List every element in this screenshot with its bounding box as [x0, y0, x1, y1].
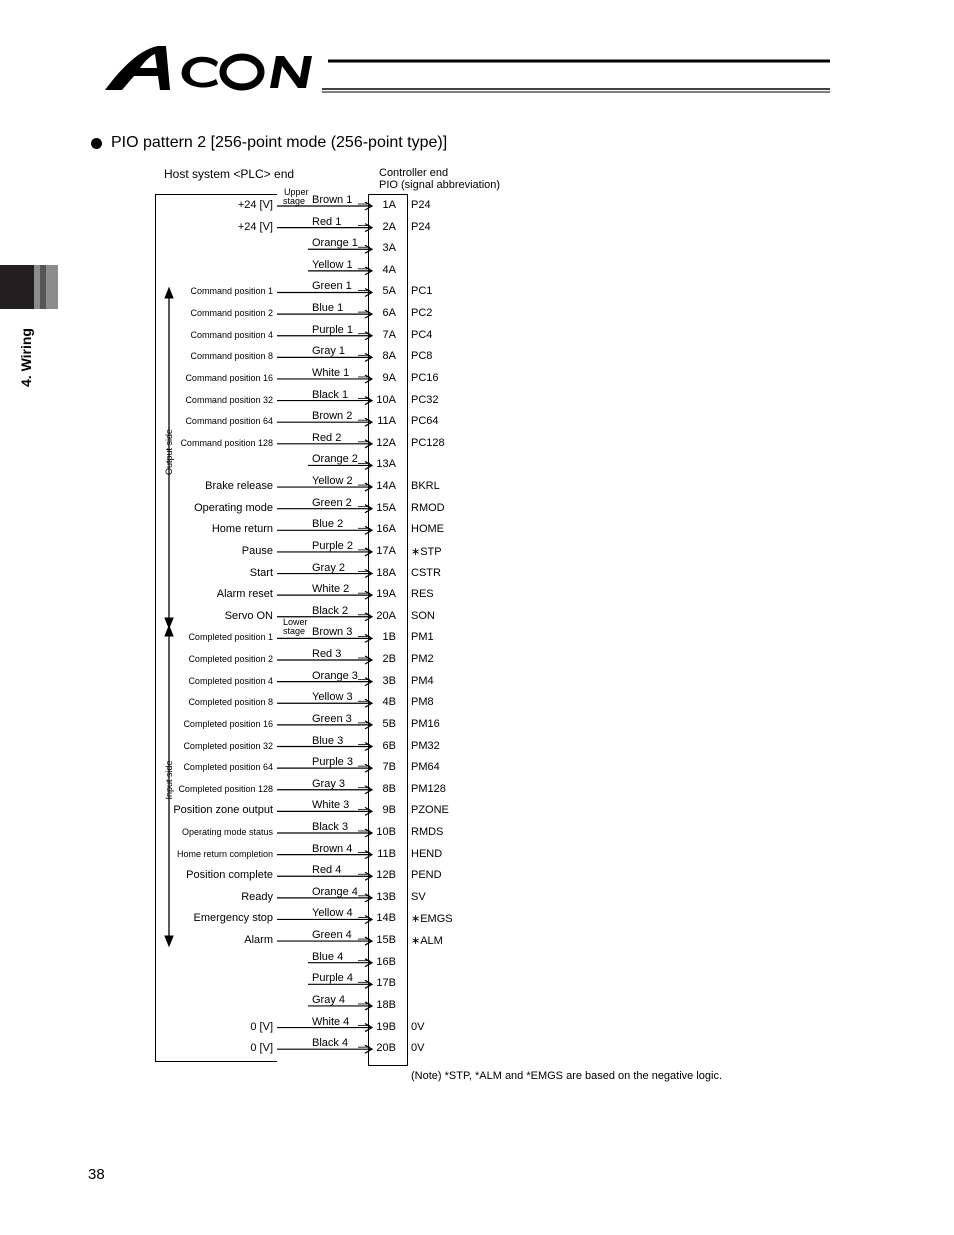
host-signal-label: Operating mode [194, 501, 273, 514]
wire-color-label: Black 2 [312, 604, 349, 617]
host-system-label: Host system <PLC> end [164, 167, 295, 181]
wire-color-label: Orange 1 [312, 237, 358, 250]
wire-color-label: Blue 3 [312, 734, 344, 747]
wire-color-label: Green 1 [312, 280, 352, 293]
wire-color-label: Black 1 [312, 388, 349, 401]
pio-signal-abbreviation: PM16 [411, 717, 440, 730]
pio-signal-abbreviation: CSTR [411, 566, 441, 579]
pio-signal-abbreviation: PC2 [411, 307, 433, 320]
pio-signal-abbreviation: PC32 [411, 393, 439, 406]
connector-pin-number: 15A [376, 501, 396, 514]
connector-pin-number: 8A [382, 350, 396, 363]
connector-pin-number: 20A [376, 609, 396, 622]
connector-pin-number: 11B [377, 847, 396, 860]
pio-signal-abbreviation: 0V [411, 1020, 425, 1033]
wire-color-label: Black 3 [312, 820, 349, 833]
pio-signal-abbreviation: RMOD [411, 501, 445, 514]
connector-pin-number: 8B [382, 782, 396, 795]
pio-signal-abbreviation: PC1 [411, 285, 433, 298]
wire-color-label: White 2 [312, 583, 350, 596]
connector-pin-number: 18B [376, 998, 396, 1011]
pio-signal-abbreviation: RMDS [411, 825, 444, 838]
host-signal-label: Position complete [186, 869, 273, 882]
connector-pin-number: 20B [376, 1042, 396, 1055]
wire-color-label: Green 3 [312, 712, 352, 725]
connector-pin-number: 19B [376, 1020, 396, 1033]
pio-signal-abbreviation: ∗ALM [411, 935, 443, 948]
host-signal-label: Command position 4 [190, 329, 273, 340]
connector-pin-number: 11A [377, 415, 396, 428]
pio-signal-abbreviation: PM64 [411, 761, 440, 774]
host-signal-label: Command position 2 [190, 308, 273, 319]
wire-color-label: Gray 1 [312, 345, 346, 358]
wire-color-label: Brown 3 [312, 626, 353, 639]
host-signal-label: Ready [241, 890, 273, 903]
host-signal-label: 0 [V] [250, 1020, 273, 1033]
connector-pin-number: 19A [376, 588, 396, 601]
wire-color-label: Purple 2 [312, 539, 353, 552]
connector-pin-number: 3A [382, 242, 396, 255]
pio-signal-abbreviation: RES [411, 588, 434, 601]
connector-pin-number: 2B [382, 653, 396, 666]
connector-pin-number: 12B [376, 869, 396, 882]
wire-color-label: Brown 4 [312, 842, 353, 855]
pio-signal-abbreviation: ∗STP [411, 545, 442, 558]
wire-color-label: Orange 3 [312, 669, 358, 682]
pio-signal-abbreviation: PC16 [411, 371, 439, 384]
host-signal-label: Completed position 8 [188, 697, 273, 708]
connector-pin-number: 14B [376, 912, 396, 925]
pio-signal-abbreviation: PM32 [411, 739, 440, 752]
wire-color-label: Red 3 [312, 648, 342, 661]
wire-color-label: White 1 [312, 366, 350, 379]
pio-signal-abbreviation: PM8 [411, 696, 434, 709]
pio-signal-abbreviation: PC4 [411, 328, 433, 341]
connector-pin-number: 6B [382, 739, 396, 752]
host-signal-label: Operating mode status [181, 826, 273, 837]
wire-color-label: Orange 2 [312, 453, 358, 466]
connector-pin-number: 18A [376, 566, 396, 579]
host-signal-label: Completed position 1 [188, 632, 273, 643]
pio-signal-abbreviation: ∗EMGS [411, 913, 453, 926]
controller-end-label: Controller end [379, 167, 449, 179]
host-signal-label: Completed position 128 [178, 783, 273, 794]
connector-pin-number: 4B [382, 696, 396, 709]
section-side-label: 4. Wiring [18, 328, 34, 387]
host-signal-label: Completed position 64 [183, 762, 273, 773]
pio-signal-abbreviation: SON [411, 609, 435, 622]
wire-color-label: Yellow 3 [312, 691, 353, 704]
connector-pin-number: 12A [376, 436, 396, 449]
connector-pin-number: 6A [382, 307, 396, 320]
wire-color-label: Blue 4 [312, 950, 344, 963]
connector-pin-number: 13B [376, 890, 396, 903]
pio-signal-abbreviation: BKRL [411, 480, 440, 493]
connector-pin-number: 10A [376, 393, 396, 406]
upper-stage-label-line2: stage [283, 196, 306, 206]
connector-pin-number: 17A [376, 544, 396, 557]
host-signal-label: Command position 128 [180, 437, 273, 448]
wire-color-label: Green 2 [312, 496, 352, 509]
connector-pin-number: 7B [382, 761, 396, 774]
host-signal-label: +24 [V] [237, 199, 273, 211]
connector-pin-number: 17B [376, 977, 396, 990]
wire-color-label: Brown 2 [312, 410, 353, 423]
connector-pin-number: 1B [382, 631, 396, 644]
connector-pin-number: 7A [382, 328, 396, 341]
host-signal-label: 0 [V] [250, 1042, 273, 1055]
host-signal-label: Completed position 16 [183, 718, 273, 729]
connector-pin-number: 1A [382, 199, 396, 211]
host-signal-label: Brake release [205, 480, 273, 493]
host-signal-label: Servo ON [224, 609, 273, 622]
pio-signal-abbreviation: 0V [411, 1042, 425, 1055]
wire-color-label: Black 4 [312, 1037, 349, 1050]
wire-color-label: Red 2 [312, 431, 342, 444]
connector-pin-number: 2A [382, 220, 396, 233]
host-signal-label: Start [249, 566, 273, 579]
host-signal-label: Alarm reset [216, 588, 273, 601]
wire-color-label: Red 1 [312, 215, 342, 228]
host-signal-label: Completed position 2 [188, 654, 273, 665]
pio-signal-abbreviation: PM1 [411, 631, 434, 644]
page-number: 38 [88, 1166, 105, 1183]
host-signal-label: Command position 16 [185, 372, 273, 383]
wire-color-label: Yellow 4 [312, 907, 353, 920]
wire-color-label: Gray 2 [312, 561, 346, 574]
connector-pin-number: 16B [376, 955, 396, 968]
host-signal-label: +24 [V] [237, 220, 273, 233]
wire-color-label: Yellow 1 [312, 258, 353, 271]
output-side-label: Output side [164, 428, 174, 476]
wire-color-label: Purple 1 [312, 323, 353, 336]
host-signal-label: Command position 8 [190, 351, 273, 362]
pio-signal-abbreviation: PC8 [411, 350, 433, 363]
pio-signal-abbreviation: PM4 [411, 674, 434, 687]
pio-signal-abbreviation: P24 [411, 220, 431, 233]
wire-color-label: White 4 [312, 1015, 350, 1028]
upper-stage-label: Upper [284, 187, 309, 197]
pio-signal-abbreviation: PZONE [411, 804, 449, 817]
connector-pin-number: 13A [376, 458, 396, 471]
host-signal-label: Command position 64 [185, 416, 273, 427]
pio-abbreviation-label: PIO (signal abbreviation) [379, 179, 501, 191]
pio-signal-abbreviation: P24 [411, 199, 431, 211]
pio-signal-abbreviation: PM128 [411, 782, 446, 795]
host-signal-label: Home return [211, 523, 273, 536]
host-signal-label: Completed position 4 [188, 675, 273, 686]
connector-pin-number: 5B [382, 717, 396, 730]
lower-stage-label-line2: stage [283, 626, 306, 636]
wire-color-label: Purple 3 [312, 756, 353, 769]
pio-signal-abbreviation: PM2 [411, 653, 434, 666]
wire-color-label: Purple 4 [312, 972, 353, 985]
wire-color-label: White 3 [312, 799, 350, 812]
host-signal-label: Home return completion [176, 848, 273, 859]
host-signal-label: Completed position 32 [183, 740, 273, 751]
wire-color-label: Red 4 [312, 864, 342, 877]
connector-pin-number: 15B [376, 934, 396, 947]
pio-signal-abbreviation: HOME [411, 523, 444, 536]
wire-color-label: Yellow 2 [312, 475, 353, 488]
wire-color-label: Blue 2 [312, 518, 344, 531]
pio-signal-abbreviation: PC128 [411, 436, 445, 449]
host-signal-label: Position zone output [173, 804, 273, 817]
pio-signal-abbreviation: PEND [411, 869, 442, 882]
wire-color-label: Green 4 [312, 929, 352, 942]
connector-pin-number: 4A [382, 263, 396, 276]
section-heading: PIO pattern 2 [256-point mode (256-point type)] [111, 134, 448, 151]
pio-signal-abbreviation: SV [411, 890, 426, 903]
negative-logic-note: (Note) *STP, *ALM and *EMGS are based on the negative logic. [411, 1070, 723, 1082]
wire-color-label: Gray 3 [312, 777, 346, 790]
wire-color-label: Brown 1 [312, 194, 353, 206]
connector-pin-number: 3B [382, 674, 396, 687]
host-signal-label: Alarm [244, 934, 273, 947]
connector-pin-number: 9A [382, 371, 396, 384]
lower-stage-label: Lower [283, 617, 308, 627]
host-signal-label: Command position 32 [185, 394, 273, 405]
connector-pin-number: 10B [376, 825, 396, 838]
wire-color-label: Gray 4 [312, 993, 346, 1006]
connector-pin-number: 5A [382, 285, 396, 298]
connector-pin-number: 14A [376, 480, 396, 493]
input-side-label: Input side [164, 760, 174, 800]
pio-signal-abbreviation: HEND [411, 847, 443, 860]
host-signal-label: Emergency stop [193, 912, 273, 925]
wire-color-label: Orange 4 [312, 885, 358, 898]
host-signal-label: Command position 1 [190, 286, 273, 297]
connector-pin-number: 9B [382, 804, 396, 817]
pio-signal-abbreviation: PC64 [411, 415, 439, 428]
connector-pin-number: 16A [376, 523, 396, 536]
host-signal-label: Pause [241, 544, 273, 557]
wire-color-label: Blue 1 [312, 302, 344, 315]
